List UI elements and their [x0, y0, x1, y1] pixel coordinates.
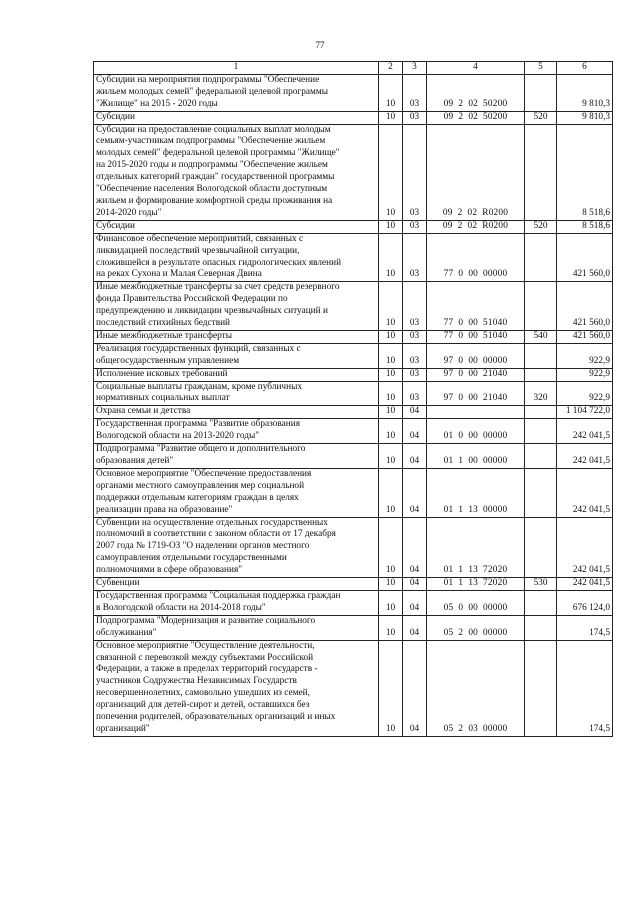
row-target-code: 09 2 02 50200 — [427, 74, 525, 111]
row-name: Основное мероприятие "Осуществление деятельности, связанной с перевозкой между субъектами Российской Федерации, а также в пределах территорий государств - участников Содружества Независимых Государств несовершеннолетних, самовольно ушедших из семей, организаций для детей-сирот и детей, оставшихся без попечения родителей, образовательных организаций и иных организаций" — [94, 640, 379, 736]
row-target-code: 09 2 02 R0200 — [427, 220, 525, 233]
row-section: 10 — [379, 74, 403, 111]
row-name: Субсидии на мероприятия подпрограммы "Обеспечение жильем молодых семей" федеральной целевой программы "Жилище" на 2015 - 2020 годы — [94, 74, 379, 111]
row-target-code: 01 0 00 00000 — [427, 419, 525, 444]
row-subsection: 03 — [403, 343, 427, 368]
row-amount: 922,9 — [557, 343, 613, 368]
row-subsection: 03 — [403, 111, 427, 124]
table-row — [94, 282, 613, 331]
table-row — [94, 406, 613, 419]
page-number: 77 — [315, 40, 325, 50]
row-target-code: 01 1 13 00000 — [427, 468, 525, 517]
row-name: Субсидии на предоставление социальных выплат молодым семьям-участникам подпрограммы "Обеспечение жильем молодых семей" федеральной целевой программы "Жилище" на 2015-2020 годы и подпрограммы "Обеспечение жильем отдельных категорий граждан" государственной программы "Обеспечение населения Вологодской области доступным жильем и формирование комфортной среды проживания на 2014-2020 годы" — [94, 124, 379, 220]
row-expense-type — [525, 468, 557, 517]
row-expense-type — [525, 615, 557, 640]
row-expense-type — [525, 640, 557, 736]
row-expense-type — [525, 74, 557, 111]
header-col-2: 2 — [379, 62, 403, 75]
row-amount: 174,5 — [557, 640, 613, 736]
row-target-code: 05 2 03 00000 — [427, 640, 525, 736]
table-row — [94, 578, 613, 591]
row-target-code: 97 0 00 21040 — [427, 381, 525, 406]
row-section: 10 — [379, 233, 403, 282]
row-name: Субсидии — [94, 220, 379, 233]
row-target-code — [427, 406, 525, 419]
row-section: 10 — [379, 220, 403, 233]
row-target-code: 09 2 02 R0200 — [427, 124, 525, 220]
row-section: 10 — [379, 578, 403, 591]
row-target-code: 77 0 00 00000 — [427, 233, 525, 282]
row-name: Подпрограмма "Развитие общего и дополнительного образования детей" — [94, 444, 379, 469]
row-amount: 8 518,6 — [557, 124, 613, 220]
row-name: Субвенции на осуществление отдельных государственных полномочий в соответствии с законом области от 17 декабря 2007 года № 1719-ОЗ "О наделении органов местного самоуправления отдельными государственными полномочиями в сфере образования" — [94, 517, 379, 578]
table-row — [94, 444, 613, 469]
row-amount: 421 560,0 — [557, 233, 613, 282]
table-row — [94, 233, 613, 282]
row-expense-type: 530 — [525, 578, 557, 591]
row-amount: 242 041,5 — [557, 578, 613, 591]
row-expense-type — [525, 343, 557, 368]
row-subsection: 03 — [403, 220, 427, 233]
table-row — [94, 368, 613, 381]
row-section: 10 — [379, 368, 403, 381]
row-expense-type: 520 — [525, 111, 557, 124]
table-row — [94, 111, 613, 124]
row-target-code: 01 1 13 72020 — [427, 517, 525, 578]
row-amount: 242 041,5 — [557, 419, 613, 444]
row-expense-type: 520 — [525, 220, 557, 233]
row-section: 10 — [379, 406, 403, 419]
row-amount: 242 041,5 — [557, 517, 613, 578]
table-row — [94, 419, 613, 444]
row-target-code: 77 0 00 51040 — [427, 330, 525, 343]
row-expense-type: 320 — [525, 381, 557, 406]
row-name: Иные межбюджетные трансферты — [94, 330, 379, 343]
row-expense-type — [525, 419, 557, 444]
row-name: Субвенции — [94, 578, 379, 591]
table-row — [94, 74, 613, 111]
table-row — [94, 124, 613, 220]
row-subsection: 03 — [403, 124, 427, 220]
header-col-5: 5 — [525, 62, 557, 75]
row-target-code: 09 2 02 50200 — [427, 111, 525, 124]
row-subsection: 03 — [403, 381, 427, 406]
row-expense-type — [525, 368, 557, 381]
row-section: 10 — [379, 640, 403, 736]
row-name: Охрана семьи и детства — [94, 406, 379, 419]
row-expense-type — [525, 517, 557, 578]
row-expense-type — [525, 124, 557, 220]
row-amount: 676 124,0 — [557, 590, 613, 615]
header-col-1: 1 — [94, 62, 379, 75]
row-name: Государственная программа "Развитие образования Вологодской области на 2013-2020 годы" — [94, 419, 379, 444]
row-subsection: 03 — [403, 330, 427, 343]
table-row — [94, 381, 613, 406]
table-row — [94, 343, 613, 368]
table-row — [94, 640, 613, 736]
row-subsection: 04 — [403, 640, 427, 736]
row-name: Иные межбюджетные трансферты за счет средств резервного фонда Правительства Российской Федерации по предупреждению и ликвидации чрезвычайных ситуаций и последствий стихийных бедствий — [94, 282, 379, 331]
table-header-row — [94, 62, 613, 75]
row-target-code: 01 1 13 72020 — [427, 578, 525, 591]
row-subsection: 04 — [403, 615, 427, 640]
row-subsection: 03 — [403, 74, 427, 111]
table-row — [94, 590, 613, 615]
row-amount: 9 810,3 — [557, 74, 613, 111]
row-expense-type — [525, 590, 557, 615]
table-row — [94, 517, 613, 578]
row-subsection: 03 — [403, 282, 427, 331]
row-target-code: 97 0 00 21040 — [427, 368, 525, 381]
row-subsection: 03 — [403, 368, 427, 381]
table-row — [94, 468, 613, 517]
row-section: 10 — [379, 124, 403, 220]
row-subsection: 04 — [403, 468, 427, 517]
row-target-code: 05 0 00 00000 — [427, 590, 525, 615]
row-name: Социальные выплаты гражданам, кроме публичных нормативных социальных выплат — [94, 381, 379, 406]
row-amount: 1 104 722,0 — [557, 406, 613, 419]
row-amount: 8 518,6 — [557, 220, 613, 233]
row-subsection: 04 — [403, 444, 427, 469]
row-section: 10 — [379, 282, 403, 331]
row-section: 10 — [379, 419, 403, 444]
row-subsection: 04 — [403, 419, 427, 444]
row-section: 10 — [379, 615, 403, 640]
row-section: 10 — [379, 381, 403, 406]
row-name: Субсидии — [94, 111, 379, 124]
header-col-4: 4 — [427, 62, 525, 75]
row-target-code: 05 2 00 00000 — [427, 615, 525, 640]
row-target-code: 97 0 00 00000 — [427, 343, 525, 368]
row-amount: 922,9 — [557, 368, 613, 381]
row-amount: 421 560,0 — [557, 282, 613, 331]
row-section: 10 — [379, 517, 403, 578]
row-name: Финансовое обеспечение мероприятий, связанных с ликвидацией последствий чрезвычайной ситуации, сложившейся в результате опасных гидрологических явлений на реках Сухона и Малая Северная Двина — [94, 233, 379, 282]
row-name: Основное мероприятие "Обеспечение предоставления органами местного самоуправления мер социальной поддержки отдельным категориям граждан в целях реализации права на образование" — [94, 468, 379, 517]
row-subsection: 04 — [403, 406, 427, 419]
header-col-6: 6 — [557, 62, 613, 75]
row-name: Реализация государственных функций, связанных с общегосударственным управлением — [94, 343, 379, 368]
row-expense-type — [525, 282, 557, 331]
row-section: 10 — [379, 444, 403, 469]
row-expense-type — [525, 406, 557, 419]
row-name: Исполнение исковых требований — [94, 368, 379, 381]
row-expense-type: 540 — [525, 330, 557, 343]
row-amount: 174,5 — [557, 615, 613, 640]
row-section: 10 — [379, 468, 403, 517]
row-name: Подпрограмма "Модернизация и развитие социального обслуживания" — [94, 615, 379, 640]
row-subsection: 04 — [403, 590, 427, 615]
table-row — [94, 330, 613, 343]
row-amount: 242 041,5 — [557, 444, 613, 469]
row-expense-type — [525, 233, 557, 282]
row-section: 10 — [379, 330, 403, 343]
row-amount: 9 810,3 — [557, 111, 613, 124]
row-section: 10 — [379, 590, 403, 615]
table-row — [94, 615, 613, 640]
row-amount: 922,9 — [557, 381, 613, 406]
row-section: 10 — [379, 343, 403, 368]
row-subsection: 04 — [403, 578, 427, 591]
budget-table — [93, 61, 613, 737]
row-expense-type — [525, 444, 557, 469]
row-amount: 242 041,5 — [557, 468, 613, 517]
row-name: Государственная программа "Социальная поддержка граждан в Вологодской области на 2014-2018 годы" — [94, 590, 379, 615]
row-subsection: 03 — [403, 233, 427, 282]
row-subsection: 04 — [403, 517, 427, 578]
row-target-code: 77 0 00 51040 — [427, 282, 525, 331]
table-row — [94, 220, 613, 233]
row-amount: 421 560,0 — [557, 330, 613, 343]
row-section: 10 — [379, 111, 403, 124]
row-target-code: 01 1 00 00000 — [427, 444, 525, 469]
header-col-3: 3 — [403, 62, 427, 75]
